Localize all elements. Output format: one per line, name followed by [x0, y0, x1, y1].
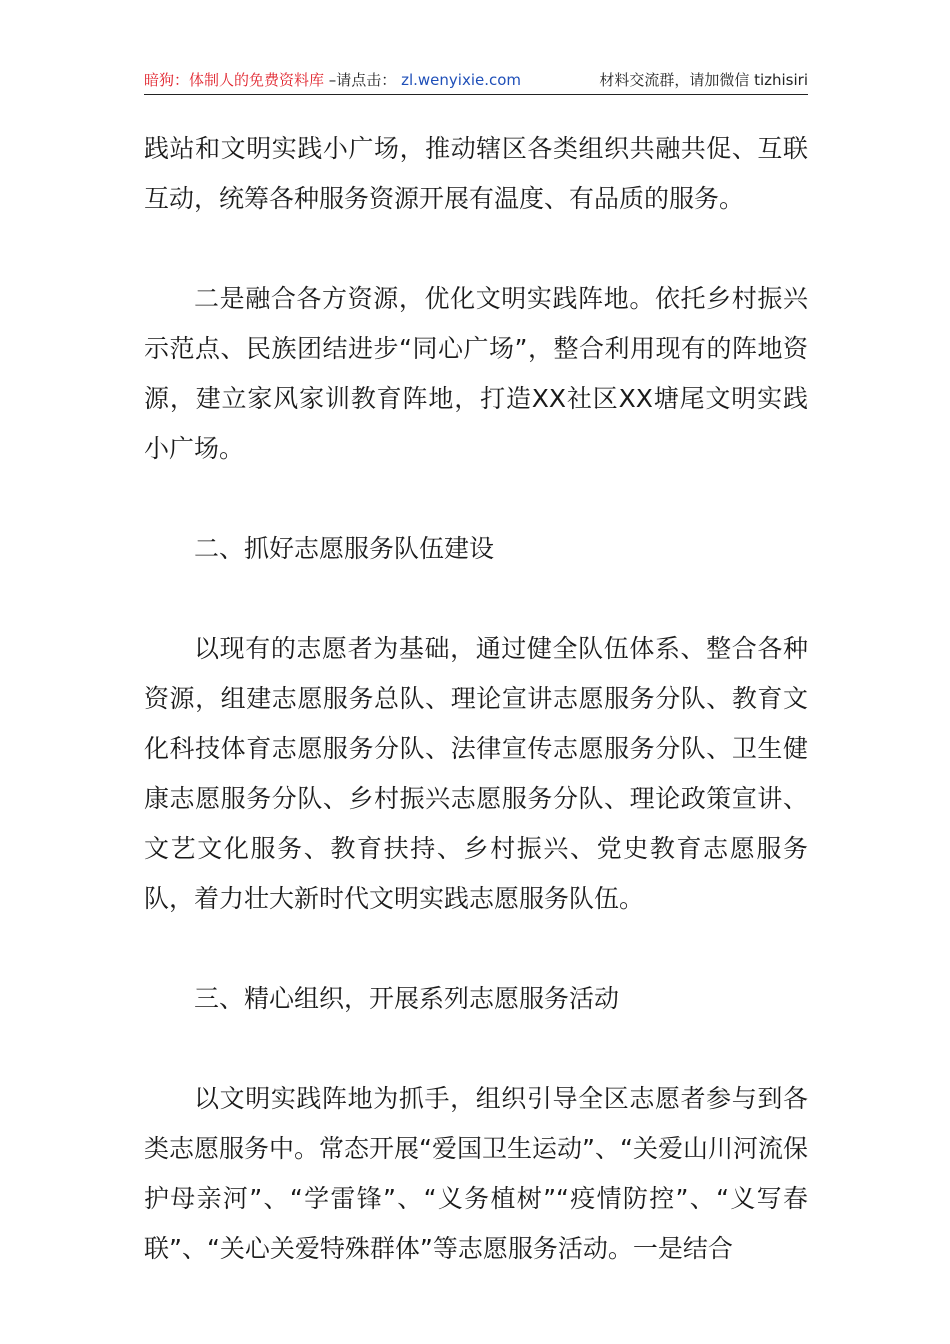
paragraph-activities: 以文明实践阵地为抓手，组织引导全区志愿者参与到各类志愿服务中。常态开展“爱国卫生运动”、“关爱山川河流保护母亲河”、“学雷锋”、“义务植树”“疫情防控”、“义写春联”、“关心关爱特殊群体”等志愿服务活动。一是结合 [144, 1084, 808, 1263]
header-left [144, 70, 521, 90]
paragraph-gap [144, 924, 808, 974]
paragraph-gap [144, 474, 808, 524]
header-link-prefix: –请点击： [328, 71, 397, 89]
paragraph-volunteer-teams: 以现有的志愿者为基础，通过健全队伍体系、整合各种资源，组建志愿服务总队、理论宣讲志愿服务分队、教育文化科技体育志愿服务分队、法律宣传志愿服务分队、卫生健康志愿服务分队、乡村振兴志愿服务分队、理论政策宣讲、文艺文化服务、教育扶持、乡村振兴、党史教育志愿服务队，着力壮大新时代文明实践志愿服务队伍。 [144, 634, 808, 913]
header-brand: 暗狗：体制人的免费资料库 [144, 71, 325, 89]
header-link-url[interactable]: zl.wenyixie.com [401, 71, 522, 89]
paragraph-resources: 二是融合各方资源，优化文明实践阵地。依托乡村振兴示范点、民族团结进步“同心广场”，整合利用现有的阵地资源，建立家风家训教育阵地，打造XX社区XX塘尾文明实践小广场。 [144, 284, 808, 463]
paragraph-gap [144, 574, 808, 624]
section-heading-2: 二、抓好志愿服务队伍建设 [194, 534, 495, 563]
header-contact: 材料交流群，请加微信 tizhisiri [599, 71, 808, 89]
page-header [144, 70, 808, 95]
document-body [144, 124, 808, 1274]
paragraph-gap [144, 224, 808, 274]
paragraph-continuation: 践站和文明实践小广场，推动辖区各类组织共融共促、互联互动，统筹各种服务资源开展有温度、有品质的服务。 [144, 134, 808, 213]
section-heading-3: 三、精心组织，开展系列志愿服务活动 [194, 984, 620, 1013]
paragraph-gap [144, 1024, 808, 1074]
